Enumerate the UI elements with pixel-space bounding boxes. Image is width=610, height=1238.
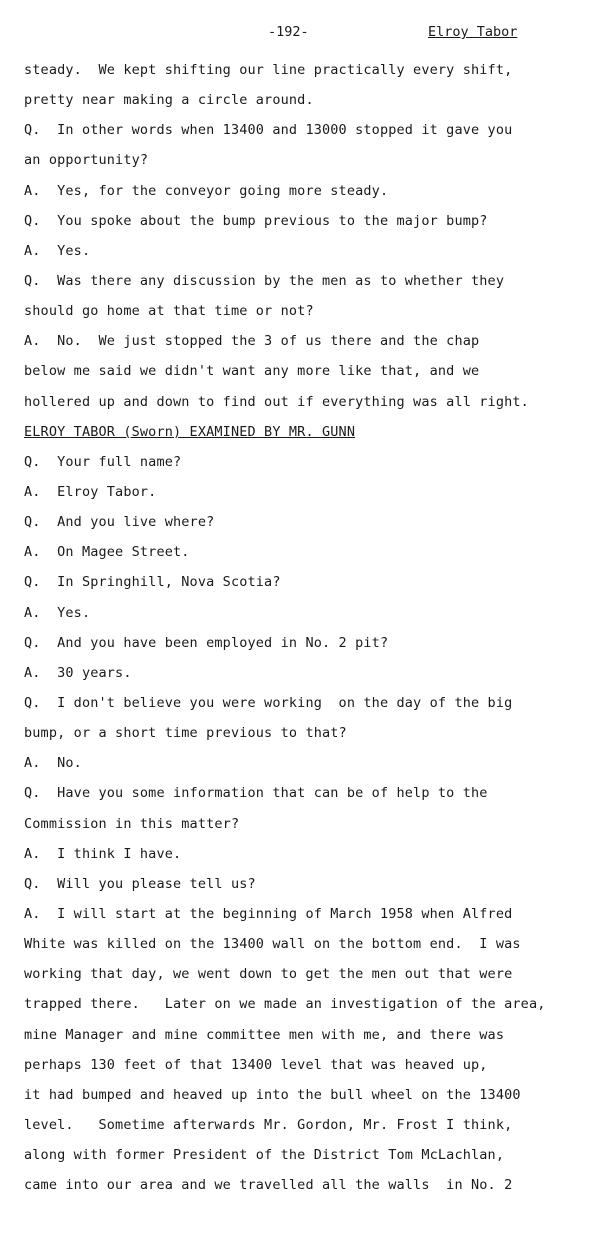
transcript-line: below me said we didn't want any more like that, and we xyxy=(24,363,480,380)
transcript-line: should go home at that time or not? xyxy=(24,303,314,320)
transcript-line: A. On Magee Street. xyxy=(24,544,190,561)
page-header xyxy=(0,24,610,46)
transcript-line: A. Yes. xyxy=(24,604,91,621)
transcript-body xyxy=(24,55,599,1200)
transcript-line: perhaps 130 feet of that 13400 level that was heaved up, xyxy=(24,1056,488,1073)
transcript-line: level. Sometime afterwards Mr. Gordon, Mr. Frost I think, xyxy=(24,1116,513,1133)
transcript-line: bump, or a short time previous to that? xyxy=(24,725,347,742)
transcript-line: it had bumped and heaved up into the bull wheel on the 13400 xyxy=(24,1086,521,1103)
transcript-line: steady. We kept shifting our line practically every shift, xyxy=(24,62,513,78)
transcript-line: trapped there. Later on we made an investigation of the area, xyxy=(24,996,546,1013)
transcript-line: A. I think I have. xyxy=(24,845,182,862)
page-number: -192- xyxy=(268,24,309,40)
transcript-line: pretty near making a circle around. xyxy=(24,92,314,109)
transcript-line: along with former President of the District Tom McLachlan, xyxy=(24,1147,505,1164)
transcript-line: White was killed on the 13400 wall on the bottom end. I was xyxy=(24,936,521,953)
transcript-line: A. 30 years. xyxy=(24,664,132,681)
transcript-line: A. Yes. xyxy=(24,242,91,259)
transcript-line: A. No. xyxy=(24,755,82,772)
transcript-line: A. I will start at the beginning of March 1958 when Alfred xyxy=(24,905,513,922)
transcript-line: Q. In other words when 13400 and 13000 stopped it gave you xyxy=(24,122,513,139)
transcript-line: A. No. We just stopped the 3 of us there and the chap xyxy=(24,333,480,350)
transcript-line: mine Manager and mine committee men with me, and there was xyxy=(24,1026,505,1043)
transcript-line: Q. Will you please tell us? xyxy=(24,875,256,892)
transcript-line: an opportunity? xyxy=(24,152,149,169)
transcript-line: Q. And you live where? xyxy=(24,514,215,531)
transcript-line: working that day, we went down to get the men out that were xyxy=(24,966,513,983)
transcript-line: Q. You spoke about the bump previous to the major bump? xyxy=(24,212,488,229)
transcript-line: Q. And you have been employed in No. 2 pit? xyxy=(24,634,389,651)
section-heading: ELROY TABOR (Sworn) EXAMINED BY MR. GUNN xyxy=(24,423,356,440)
witness-name: Elroy Tabor xyxy=(428,24,518,40)
transcript-line: Q. Your full name? xyxy=(24,453,182,470)
transcript-line: Q. Was there any discussion by the men as to whether they xyxy=(24,272,505,289)
transcript-line: Q. Have you some information that can be of help to the xyxy=(24,785,488,802)
transcript-line: A. Yes, for the conveyor going more steady. xyxy=(24,182,389,199)
transcript-line: Q. In Springhill, Nova Scotia? xyxy=(24,574,281,591)
transcript-line: A. Elroy Tabor. xyxy=(24,483,157,500)
transcript-line: Commission in this matter? xyxy=(24,815,240,832)
transcript-line: came into our area and we travelled all the walls in No. 2 xyxy=(24,1177,513,1194)
transcript-line: hollered up and down to find out if everything was all right. xyxy=(24,393,529,410)
transcript-line: Q. I don't believe you were working on the day of the big xyxy=(24,694,513,711)
